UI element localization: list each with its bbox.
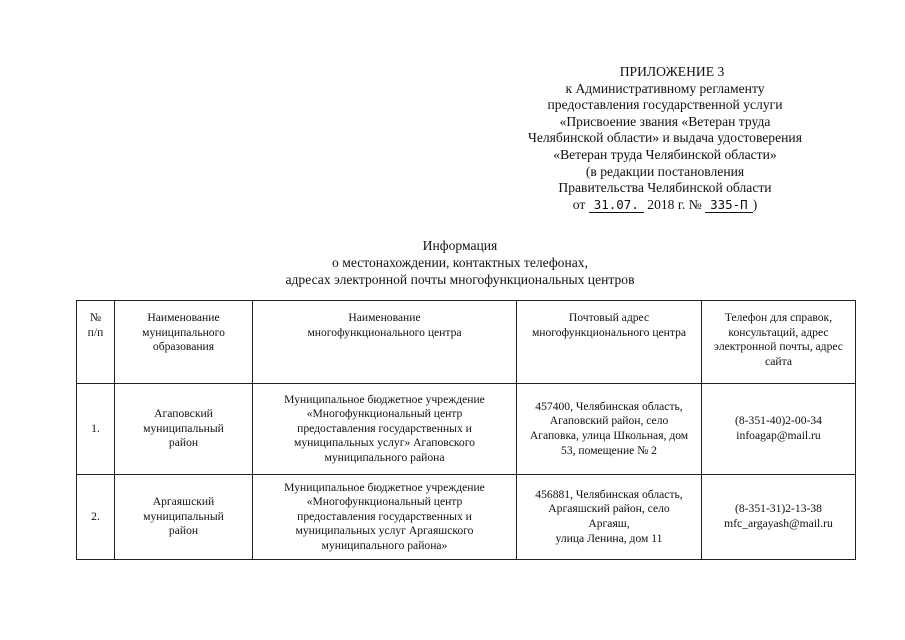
title-line: о местонахождении, контактных телефонах, <box>332 255 588 270</box>
appendix-line: «Присвоение звания «Ветеран труда <box>559 113 771 129</box>
cell-municipality: Аргаяшский муниципальный район <box>115 475 253 560</box>
appendix-header <box>505 64 825 213</box>
appendix-line: к Административному регламенту <box>565 80 765 96</box>
cell-center-name: Муниципальное бюджетное учреждение «Многофункциональный центр предоставления государственных и муниципальных услуг Аргаяшского муниципального района» <box>253 475 517 560</box>
cell-municipality: Агаповский муниципальный район <box>115 384 253 475</box>
year-text: 2018 г. № <box>647 196 702 212</box>
appendix-title: ПРИЛОЖЕНИЕ 3 <box>619 64 725 79</box>
handwritten-number: 335-П <box>705 198 753 213</box>
cell-number: 1. <box>77 384 115 475</box>
cell-postal-address: 456881, Челябинская область, Аргаяшский район, село Аргаяш, улица Ленина, дом 11 <box>517 475 702 560</box>
header-postal-address: Почтовый адрес многофункционального центра <box>517 301 702 384</box>
appendix-line: (в редакции постановления <box>585 163 745 179</box>
appendix-line: Челябинской области» и выдача удостоверения <box>528 130 802 146</box>
header-contacts: Телефон для справок, консультаций, адрес электронной почты, адрес сайта <box>702 301 856 384</box>
appendix-line: предоставления государственной услуги <box>547 97 783 113</box>
appendix-line: «Ветеран труда Челябинской области» <box>553 146 777 162</box>
date-prefix: от <box>572 196 586 212</box>
cell-contacts: (8-351-40)2-00-34 infoagap@mail.ru <box>702 384 856 475</box>
mfc-table <box>76 300 856 560</box>
document-title <box>160 237 760 288</box>
cell-postal-address: 457400, Челябинская область, Агаповский район, село Агаповка, улица Школьная, дом 53, помещение № 2 <box>517 384 702 475</box>
resolution-date-line <box>505 197 825 214</box>
header-number: № п/п <box>77 301 115 384</box>
closing-paren: ) <box>752 196 758 212</box>
title-line: Информация <box>422 238 498 253</box>
handwritten-date: 31.07. <box>589 198 644 213</box>
table-row <box>77 475 856 560</box>
title-line: адресах электронной почты многофункциональных центров <box>285 272 635 287</box>
appendix-line: Правительства Челябинской области <box>558 180 772 196</box>
table-row <box>77 384 856 475</box>
cell-number: 2. <box>77 475 115 560</box>
cell-contacts: (8-351-31)2-13-38 mfc_argayash@mail.ru <box>702 475 856 560</box>
header-municipality: Наименование муниципального образования <box>115 301 253 384</box>
cell-center-name: Муниципальное бюджетное учреждение «Многофункциональный центр предоставления государственных и муниципальных услуг» Агаповского муниципального района <box>253 384 517 475</box>
table-header-row <box>77 301 856 384</box>
header-center-name: Наименование многофункционального центра <box>253 301 517 384</box>
